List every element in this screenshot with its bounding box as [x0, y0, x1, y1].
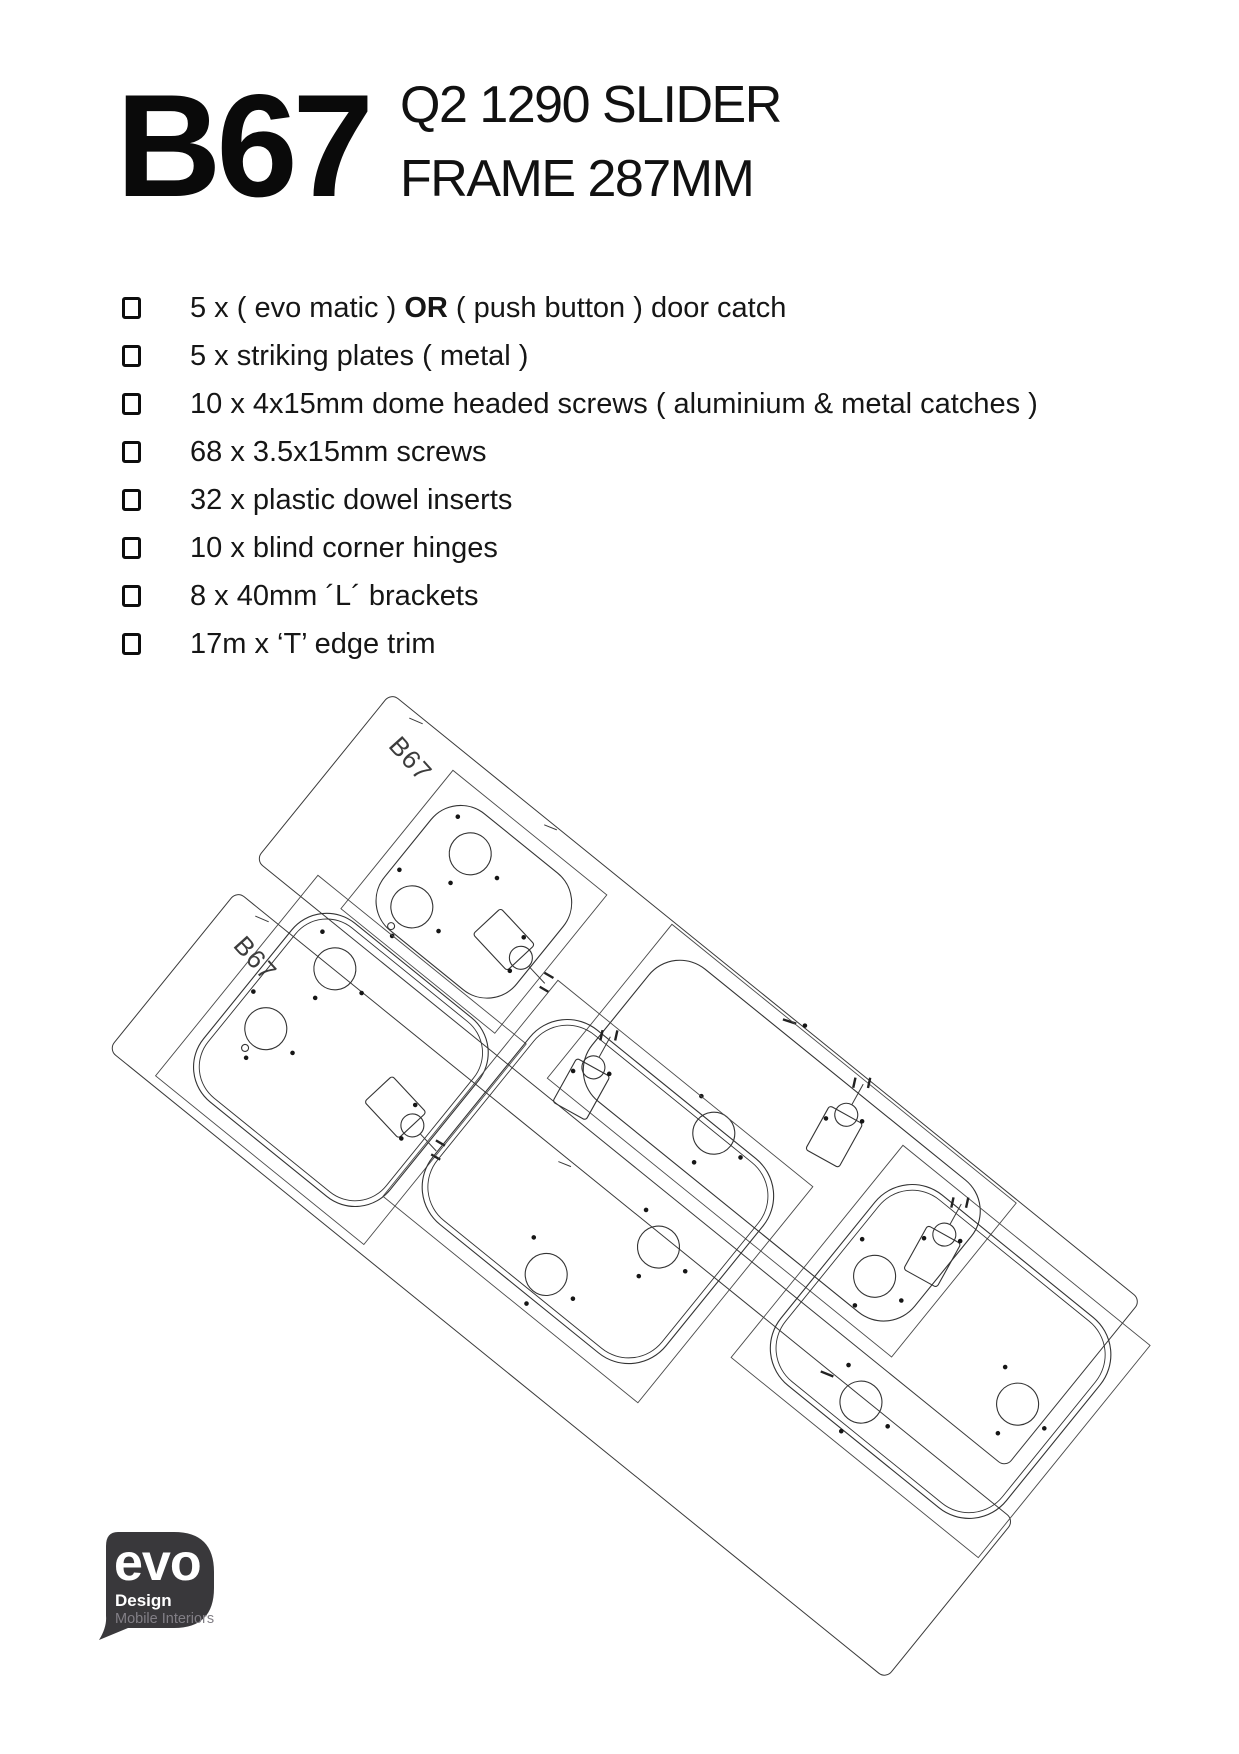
checklist-item-text	[190, 437, 487, 468]
door-panel-4	[383, 979, 814, 1403]
checklist-item-post: ( push button ) door catch	[447, 292, 787, 324]
hinge-hole	[608, 1207, 703, 1300]
evo-design-logo	[96, 1530, 228, 1648]
hinge-hole	[215, 988, 310, 1081]
catch-cutout	[805, 1067, 884, 1168]
sheet-1	[256, 690, 1144, 1468]
checklist-item	[122, 629, 1038, 677]
checklist-item-text	[190, 341, 528, 372]
catch-cutout	[553, 1020, 632, 1121]
checklist-item-bold: OR	[404, 292, 448, 324]
hinge-hole	[824, 1236, 919, 1329]
hinge-hole	[663, 1093, 758, 1186]
checklist-item-text	[190, 485, 512, 516]
checklist-item-text	[190, 581, 478, 612]
door-panel-2	[547, 918, 1021, 1357]
checkbox-icon[interactable]	[122, 537, 141, 559]
door-panel-1	[341, 770, 622, 1045]
checklist-item-pre: 5 x ( evo matic )	[190, 292, 405, 324]
checklist-item-pre: 17m x ‘T’ edge trim	[190, 628, 436, 660]
checklist-item	[122, 293, 1038, 341]
checklist-item-pre: 32 x plastic dowel inserts	[190, 484, 513, 516]
checklist-item-text	[190, 389, 1038, 420]
hinge-hole	[419, 813, 514, 906]
subtitle-line-2: FRAME 287MM	[400, 150, 754, 208]
checklist-item-pre: 5 x striking plates ( metal )	[190, 340, 529, 372]
checklist-item	[122, 341, 1038, 389]
checkbox-icon[interactable]	[122, 489, 141, 511]
door-panel-5	[731, 1143, 1152, 1558]
parts-checklist	[122, 293, 1038, 677]
catch-cutout	[903, 1187, 982, 1288]
sheet2-label: B67	[227, 929, 283, 987]
checklist-item-text	[190, 629, 436, 660]
hinge-hole	[361, 867, 456, 960]
checklist-item	[122, 581, 1038, 629]
checkbox-icon[interactable]	[122, 585, 141, 607]
hinge-hole	[810, 1362, 905, 1455]
sheet-2	[109, 891, 1015, 1679]
logo-tagline-text: Mobile Interiors	[115, 1611, 215, 1627]
logo-brand-text: evo	[114, 1534, 201, 1592]
catch-cutout	[473, 908, 565, 1003]
checkbox-icon[interactable]	[122, 297, 141, 319]
checklist-item	[122, 389, 1038, 437]
checklist-item-text	[190, 533, 498, 564]
checkbox-icon[interactable]	[122, 393, 141, 415]
hinge-hole	[284, 928, 379, 1021]
hinge-hole	[495, 1234, 590, 1327]
sheet1-label: B67	[382, 730, 439, 788]
checklist-item-pre: 68 x 3.5x15mm screws	[190, 436, 487, 468]
checkbox-icon[interactable]	[122, 441, 141, 463]
checkbox-icon[interactable]	[122, 633, 141, 655]
checklist-item	[122, 533, 1038, 581]
checklist-item-pre: 10 x 4x15mm dome headed screws ( aluminium & metal catches )	[190, 388, 1038, 420]
door-panel-3	[156, 875, 534, 1250]
page-title: B67	[116, 64, 369, 227]
catch-cutout	[364, 1076, 456, 1171]
checklist-item-text	[190, 293, 786, 324]
checkbox-icon[interactable]	[122, 345, 141, 367]
checklist-item-pre: 8 x 40mm ´L´ brackets	[190, 580, 479, 612]
checklist-item-pre: 10 x blind corner hinges	[190, 532, 498, 564]
checklist-item	[122, 437, 1038, 485]
hinge-hole	[967, 1364, 1062, 1457]
subtitle-line-1: Q2 1290 SLIDER	[400, 76, 781, 134]
checklist-item	[122, 485, 1038, 533]
logo-design-text: Design	[115, 1591, 172, 1610]
